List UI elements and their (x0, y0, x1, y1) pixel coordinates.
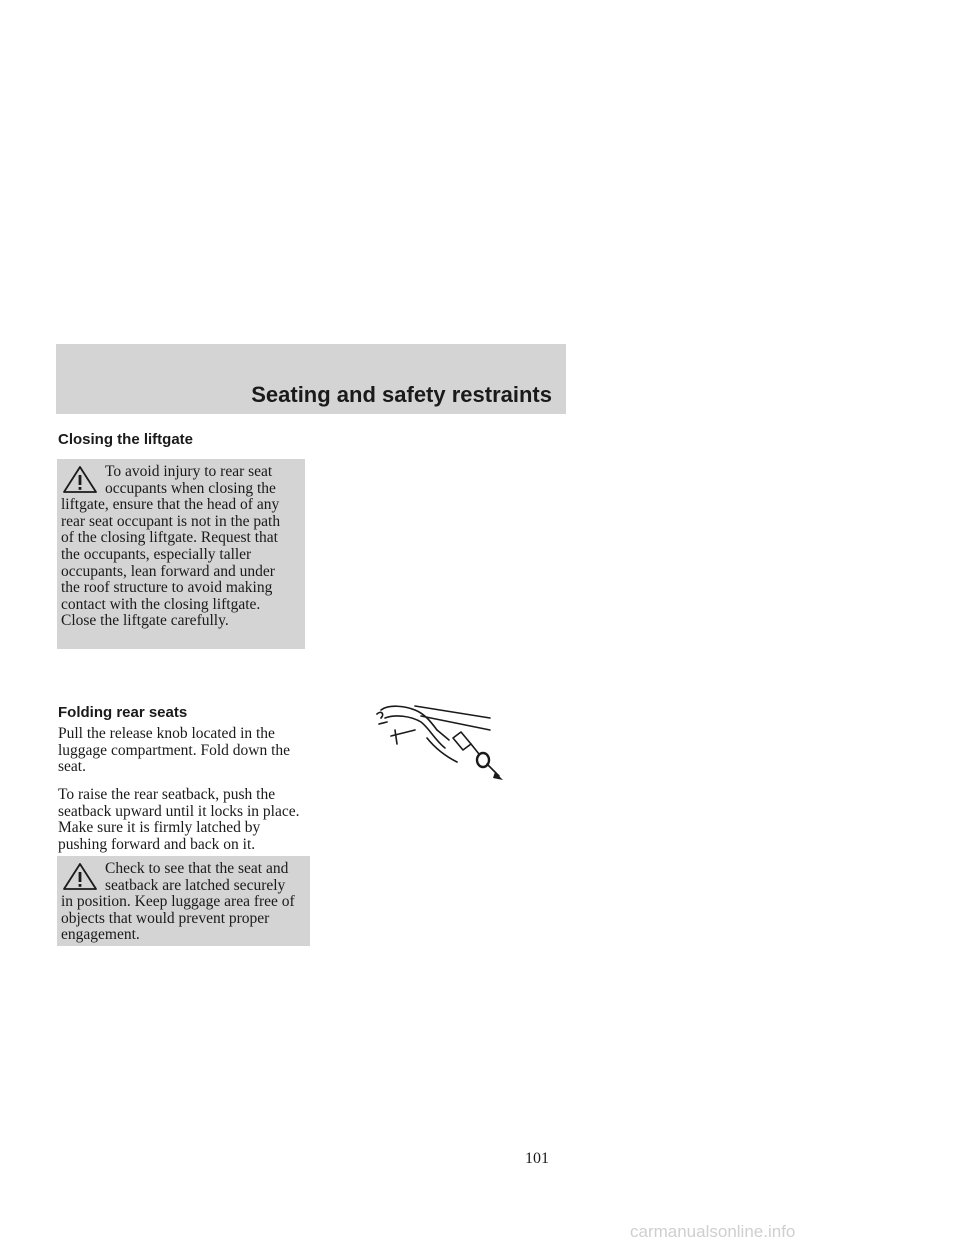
paragraph-release-knob: Pull the release knob located in the luggage compartment. Fold down the seat. (58, 725, 291, 776)
watermark: carmanualsonline.info (630, 1222, 796, 1241)
heading-closing-liftgate: Closing the liftgate (58, 431, 193, 448)
paragraph-raise-seatback: To raise the rear seatback, push the seatback upward until it locks in place. Make sure it is firmly latched by pushing forward and back on it. (58, 786, 300, 853)
warning-triangle-icon (61, 465, 99, 495)
warning-text-seat: Check to see that the seat and seatback are latched securely in position. Keep luggage area free of objects that would prevent proper engagement. (61, 860, 295, 944)
heading-folding-rear-seats: Folding rear seats (58, 704, 188, 721)
release-knob-illustration (375, 700, 505, 790)
warning-box-seat (57, 856, 310, 946)
warning-text-liftgate: To avoid injury to rear seat occupants when closing the liftgate, ensure that the head of any rear seat occupant is not in the path of the closing liftgate. Request that the occupants, especially taller occupants, lean forward and under the roof structure to avoid making contact with the closing liftgate. Close the liftgate carefully. (61, 463, 281, 630)
section-header-band (56, 344, 566, 414)
warning-triangle-icon (61, 862, 99, 892)
warning-box-liftgate (57, 459, 305, 649)
page-number: 101 (525, 1150, 549, 1167)
section-title: Seating and safety restraints (251, 382, 552, 407)
